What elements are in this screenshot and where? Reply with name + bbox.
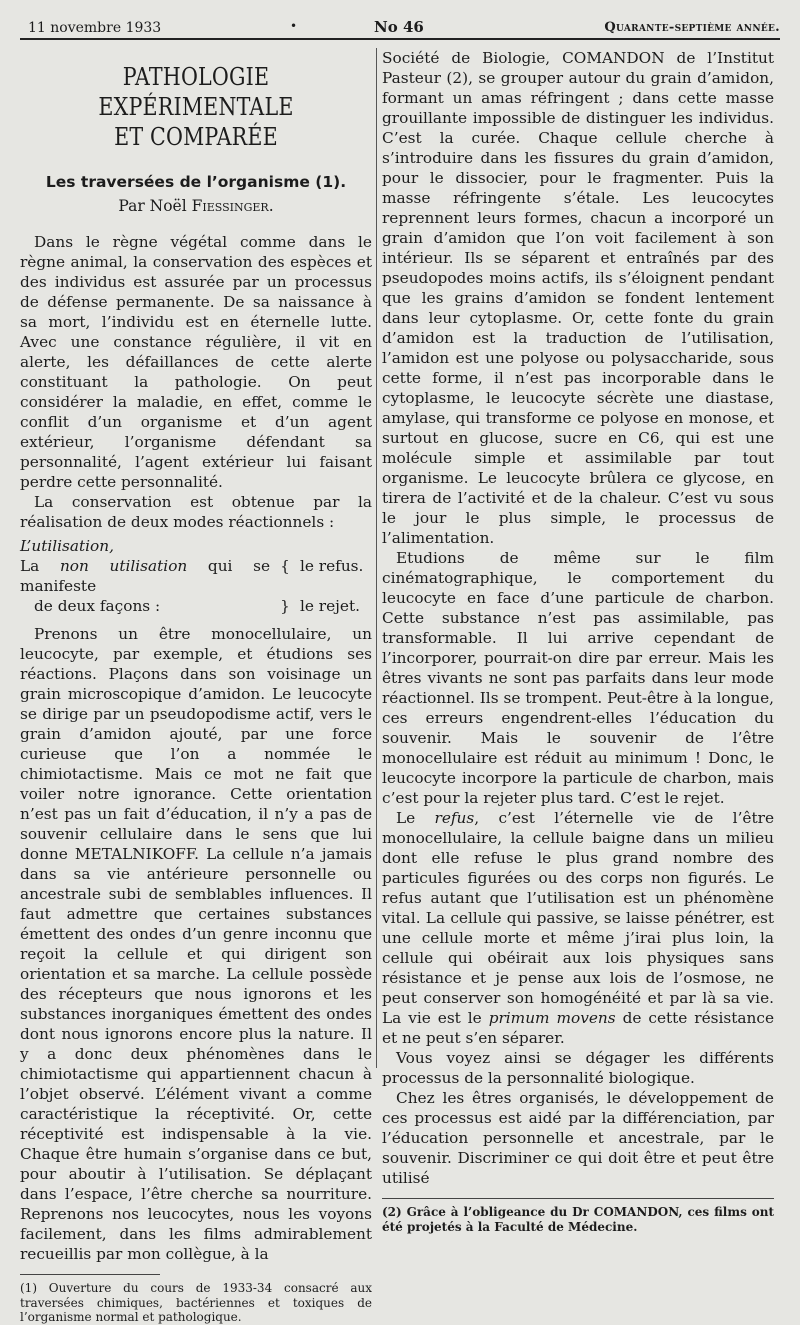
reaction-modes — [20, 536, 372, 616]
brace-close: } — [280, 597, 290, 615]
section-title-line2: ET COMPARÉE — [114, 123, 278, 151]
article-title: Les traversées de l’organisme (1). — [45, 173, 347, 191]
header-rule — [20, 38, 780, 40]
paragraph: Vous voyez ainsi se dégager les différents processus de la personnalité biologique. — [382, 1049, 774, 1087]
footnote-2: (2) Grâce à l’obligeance du Dr COMANDON, ces films ont été projetés à la Faculté de Médecine. — [382, 1205, 774, 1234]
section-title — [45, 62, 348, 152]
column-divider — [376, 48, 377, 1068]
right-column — [382, 48, 774, 1234]
mode-non-utilisation: La non utilisation qui se manifeste — [20, 557, 270, 595]
page-header — [28, 14, 788, 40]
mode-two-ways: de deux façons : — [34, 597, 161, 615]
footnote-1: (1) Ouverture du cours de 1933-34 consacré aux traversées chimiques, bactériennes et toxiques de l’organisme normal et pathologique. — [20, 1281, 372, 1324]
paragraph: Chez les êtres organisés, le développement de ces processus est aidé par la différenciation, par l’éducation personnelle et ancestrale, par le souvenir. Discriminer ce qui doit être et peut être utilisé — [382, 1089, 774, 1187]
header-date: 11 novembre 1933 — [28, 20, 162, 36]
mode-utilisation: L’utilisation, — [20, 537, 114, 555]
paragraph: La conservation est obtenue par la réalisation de deux modes réactionnels : — [20, 493, 372, 531]
left-column — [20, 48, 372, 1325]
paragraph: Société de Biologie, COMANDON de l’Institut Pasteur (2), se grouper autour du grain d’amidon, formant un amas réfringent ; dans cette masse grouillante impossible de distinguer les individus. C’est la curée. Chaque cellule cherche à s’introduire dans les fissures du grain d’amidon, pour le dissocier, pour le fragmenter. Puis la masse réfringente s’étale. Les leucocytes reprennent leurs formes, chacun a incorporé un grain d’amidon que l’on voit facilement à son intérieur. Ils se séparent et entraînés par des pseudopodes moins actifs, ils s’éloignent pendant que les grains d’amidon se fondent lentement dans leur cytoplasme. Or, cette fonte du grain d’amidon est la traduction de l’utilisation, l’amidon est une polyose ou polysaccharide, sous cette forme, il n’est pas incorporable dans le cytoplasme, le leucocyte sécrète une diastase, amylase, qui transforme ce polyose en monose, et surtout en glucose, sucre en C6, qui est une molécule simple et assimilable par tout organisme. Le leucocyte brûlera ce glycose, en tirera de l’activité et de la chaleur. C’est vu sous le jour le plus simple, le processus de l’alimentation. — [382, 49, 774, 547]
byline-prefix: Par Noël — [118, 197, 187, 215]
header-issue-number: No 46 — [374, 18, 424, 36]
footnote-rule — [20, 1274, 160, 1275]
mode-option-refus: le refus. — [300, 557, 364, 575]
section-title-line1: PATHOLOGIE EXPÉRIMENTALE — [98, 63, 294, 121]
byline — [20, 196, 372, 216]
paragraph: Etudions de même sur le film cinématographique, le comportement du leucocyte en face d’une particule de charbon. Cette substance n’est pas assimilable, pas transformable. Il lui arrive cependant de l’incorporer, pourrait-on dire par erreur. Mais les êtres vivants ne sont pas parfaits dans leur mode réactionnel. Ils se trompent. Peut-être à la longue, ces erreurs engendrent-elles l’éducation du souvenir. Mais le souvenir de l’être monocellulaire est réduit au minimum ! Donc, le leucocyte incorpore la particule de charbon, mais c’est pour la rejeter plus tard. C’est le rejet. — [382, 549, 774, 807]
paragraph: Dans le règne végétal comme dans le règne animal, la conservation des espèces et des individus est assurée par un processus de défense permanente. De sa naissance à sa mort, l’individu est en éternelle lutte. Avec une constance régulière, il vit en alerte, les défaillances de cette alerte constituant la pathologie. On peut considérer la maladie, en effet, comme le conflit d’un organisme et d’un agent extérieur, l’organisme défendant sa personnalité, l’agent extérieur lui faisant perdre cette personnalité. — [20, 233, 372, 491]
paragraph: Prenons un être monocellulaire, un leucocyte, par exemple, et étudions ses réactions. Plaçons dans son voisinage un grain microscopique d’amidon. Le leucocyte se dirige par un pseudopodisme actif, vers le grain d’amidon ajouté, par une force curieuse que l’on a nommée le chimiotactisme. Mais ce mot ne fait que voiler notre ignorance. Cette orientation n’est pas un fait d’éducation, il n’y a pas de souvenir cellulaire dans le sens que lui donne METALNIKOFF. La cellule n’a jamais dans sa vie antérieure personnelle ou ancestrale subi de semblables influences. Il faut admettre que certaines substances émettent des ondes d’un genre inconnu que reçoit la cellule et qui dirigent son orientation et sa marche. La cellule possède des récepteurs que nous ignorons et les substances inorganiques émettent des ondes dont nous ignorons encore plus la nature. Il y a donc deux phénomènes dans le chimiotactisme qui appartiennent chacun à l’objet observé. L’élément vivant a comme caractéristique la réceptivité. Or, cette réceptivité est indispensable à la vie. Chaque être humain s’organise dans ce but, pour aboutir à l’utilisation. Se déplaçant dans l’espace, l’être cherche sa nourriture. Reprenons nos leucocytes, nous les voyons facilement, dans les films admirablement recueillis par mon collègue, à la — [20, 625, 372, 1263]
paragraph-refus: Le refus, c’est l’éternelle vie de l’être monocellulaire, la cellule baigne dans un milieu dont elle refuse le plus grand nombre des particules figurées ou des corps non figurés. Le refus autant que l’utilisation est un phénomène vital. La cellule qui passive, se laisse pénétrer, est une cellule morte et même j’irai plus loin, la cellule qui obéirait aux lois physiques sans résistance et je pense aux lois de l’osmose, ne peut conserver son homogénéité et par là sa vie. La vie est le primum movens de cette résistance et ne peut s’en séparer. — [382, 809, 774, 1047]
header-year: Quarante-septième année. — [604, 20, 780, 35]
byline-author: Fiessinger. — [191, 197, 274, 215]
header-bullet: • — [290, 19, 298, 33]
footnote-rule-right — [382, 1198, 774, 1199]
mode-option-rejet: le rejet. — [300, 597, 360, 615]
brace: { — [280, 557, 290, 575]
